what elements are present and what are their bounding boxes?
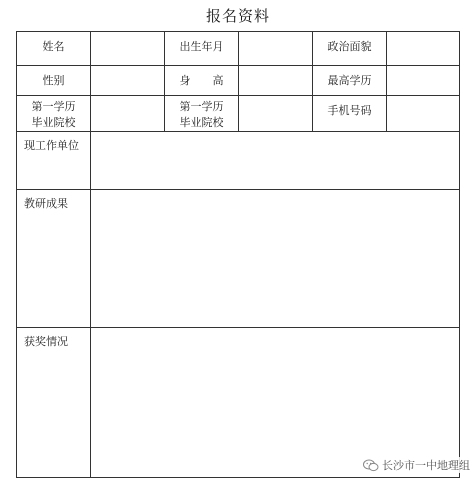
phone-label: 手机号码: [313, 96, 387, 132]
birth-date-label: 出生年月: [165, 32, 239, 66]
first-degree-label-line1: 第一学历: [31, 100, 76, 113]
research-results-field[interactable]: [91, 190, 460, 328]
phone-field[interactable]: [387, 96, 460, 132]
name-label: 姓名: [17, 32, 91, 66]
workplace-field[interactable]: [91, 132, 460, 190]
workplace-label: 现工作单位: [17, 132, 91, 190]
name-field[interactable]: [91, 32, 165, 66]
first-degree-label-2-line1: 第一学历: [179, 100, 224, 113]
highest-education-label: 最高学历: [313, 66, 387, 96]
gender-field[interactable]: [91, 66, 165, 96]
first-degree-label-line2: 毕业院校: [31, 116, 76, 129]
research-results-label: 教研成果: [17, 190, 91, 328]
political-status-field[interactable]: [387, 32, 460, 66]
wechat-icon: [363, 459, 379, 472]
gender-label: 性别: [17, 66, 91, 96]
watermark: [363, 457, 470, 473]
first-degree-school-label: [17, 96, 91, 132]
height-field[interactable]: [239, 66, 313, 96]
awards-label: 获奖情况: [17, 328, 91, 478]
form-row-3: [17, 96, 460, 132]
political-status-label: 政治面貌: [313, 32, 387, 66]
first-degree-school-field[interactable]: [91, 96, 165, 132]
form-row-2: [17, 66, 460, 96]
research-row: [17, 190, 460, 328]
awards-row: [17, 328, 460, 478]
registration-form-table: [16, 31, 460, 478]
highest-education-field[interactable]: [387, 66, 460, 96]
workplace-row: [17, 132, 460, 190]
first-degree-label-2-line2: 毕业院校: [179, 116, 224, 129]
form-row-1: [17, 32, 460, 66]
birth-date-field[interactable]: [239, 32, 313, 66]
watermark-text: 长沙市一中地理组: [382, 459, 470, 472]
first-degree-school-field-2[interactable]: [239, 96, 313, 132]
height-label: 身 高: [165, 66, 239, 96]
page-title: 报名资料: [205, 7, 270, 25]
first-degree-school-label-2: [165, 96, 239, 132]
awards-field[interactable]: [91, 328, 460, 478]
